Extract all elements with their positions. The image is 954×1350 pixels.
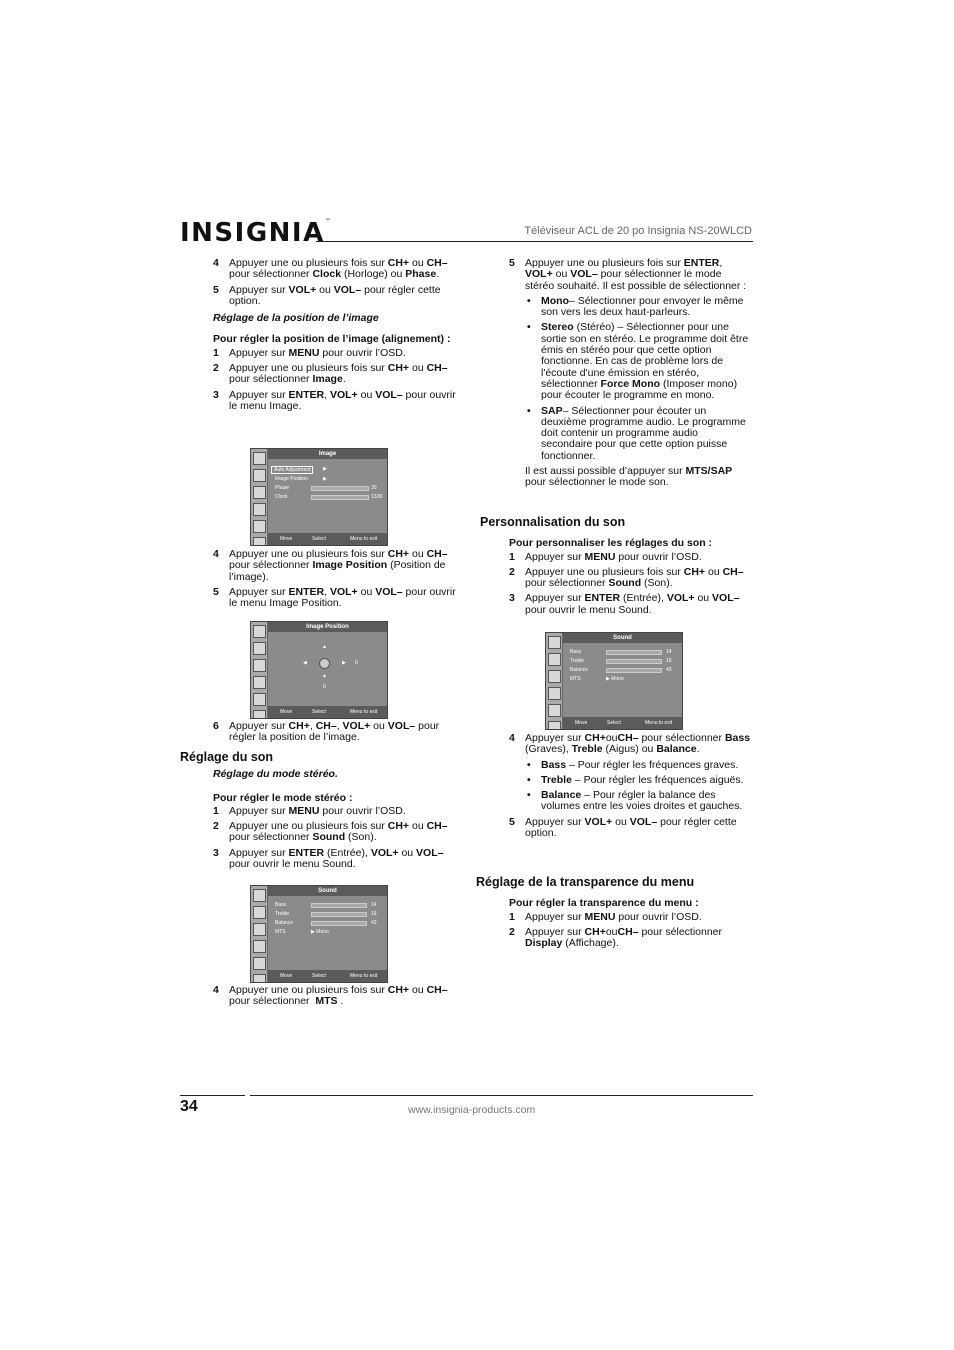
footer-url: www.insignia-products.com bbox=[408, 1104, 536, 1116]
left-column: 4 Appuyer une ou plusieurs fois sur CH+ ou CH– pour sélectionner Clock (Horloge) ou Phase. 5 Appuyer sur VOL+ ou VOL– pour régler cette option. Réglage de la position de l’image Pour régler la position de l’image (alignement) : 1 Appuyer sur MENU pour ouvrir l’OSD. 2 Appuyer une ou plusieurs fois sur CH+ ou CH– pour sélectionner Image. 3 Appuyer sur ENTER, VOL+ ou VOL– pour ouvrir le menu Image. bbox=[213, 258, 463, 416]
section-menu-transparency-title: Réglage de la transparence du menu bbox=[476, 875, 695, 889]
right-column-4: Réglage de la transparence du menu Pour régler la transparence du menu : 1 Appuyer sur MENU pour ouvrir l’OSD. 2 Appuyer sur CH+ouCH– pour sélectionner Display (Affichage). bbox=[476, 877, 756, 953]
osd-sound-menu-right: Sound Bass 14 Treble 16 Balance 43 MTS ▶ Mono Move Select Menu to exit bbox=[545, 632, 683, 730]
osd-image-menu: Image Auto Adjustment ▶ Image Position ▶ Phase 30 Clock 1328 Move Select Menu to exit bbox=[250, 448, 388, 546]
left-column-5: 4 Appuyer une ou plusieurs fois sur CH+ ou CH– pour sélectionner MTS . bbox=[213, 984, 448, 1008]
footer-rule bbox=[250, 1095, 753, 1096]
right-column: 5 Appuyer une ou plusieurs fois sur ENTER, VOL+ ou VOL– pour sélectionner le mode stéréo souhaité. Il est possible de sélectionner : • Mono– Sélectionner pour envoyer le même son vers les deux haut-parleurs. • Stereo (Stéréo) – Sélectionner pour une sortie son en stéréo. Le programme doit être émis en stéréo pour que cette option fonctionne. En cas de problème lors de l'écoute d'une émission en stéréo, sélectionner Force Mono (Imposer mono) pour écouter le programme en mono. • SAP– Sélectionner pour écouter un deuxième programme audio. Le programme doit contenir un programme audio secondaire pour que cette option puisse fonctionner. Il est aussi possible d’appuyer sur MTS/SAP pour sélectionner le mode son. bbox=[509, 258, 751, 489]
osd-sound-menu-left: Sound Bass 14 Treble 16 Balance 43 MTS ▶ Mono Move Select Menu to exit bbox=[250, 885, 388, 983]
footer-rule-left bbox=[180, 1095, 245, 1096]
left-column-4: Réglage du son Réglage du mode stéréo. Pour régler le mode stéréo : 1 Appuyer sur MENU pour ouvrir l’OSD. 2 Appuyer une ou plusieurs fois sur CH+ ou CH– pour sélectionner Sound (Son). 3 Appuyer sur ENTER (Entrée), VOL+ ou VOL– pour ouvrir le menu Sound. bbox=[180, 752, 470, 874]
left-column-2: 4 Appuyer une ou plusieurs fois sur CH+ ou CH– pour sélectionner Image Position (Position de l’image). 5 Appuyer sur ENTER, VOL+ ou VOL– pour ouvrir le menu Image Position. bbox=[213, 548, 456, 610]
right-column-3: 4 Appuyer sur CH+ouCH– pour sélectionner Bass (Graves), Treble (Aigus) ou Balance. • Bass – Pour régler les fréquences graves. • Treble – Pour régler les fréquences aiguës. • Balance – Pour régler la balance des volumes entre les voies droites et gauches. 5 Appuyer sur VOL+ ou VOL– pour régler cette option. bbox=[509, 733, 751, 843]
header-product-title: Téléviseur ACL de 20 po Insignia NS-20WLCD bbox=[524, 225, 752, 237]
section-image-position-title: Réglage de la position de l’image bbox=[213, 312, 379, 325]
section-sound-title: Réglage du son bbox=[180, 750, 274, 764]
header-rule bbox=[316, 241, 753, 242]
section-sound-custom-title: Personnalisation du son bbox=[480, 515, 626, 529]
osd-image-position-menu: Image Position ▲ ◀ ▶ 0 ▼ 0 Move Select Menu to exit bbox=[250, 621, 388, 719]
right-column-2: Personnalisation du son Pour personnaliser les réglages du son : 1 Appuyer sur MENU pour ouvrir l’OSD. 2 Appuyer une ou plusieurs fois sur CH+ ou CH– pour sélectionner Sound (Son). 3 Appuyer sur ENTER (Entrée), VOL+ ou VOL– pour ouvrir le menu Sound. bbox=[480, 517, 755, 620]
page-number: 34 bbox=[180, 1098, 198, 1115]
left-column-3: 6 Appuyer sur CH+, CH–, VOL+ ou VOL– pour régler la position de l’image. bbox=[213, 720, 440, 744]
insignia-logo: INSIGNIA™ bbox=[180, 218, 331, 248]
